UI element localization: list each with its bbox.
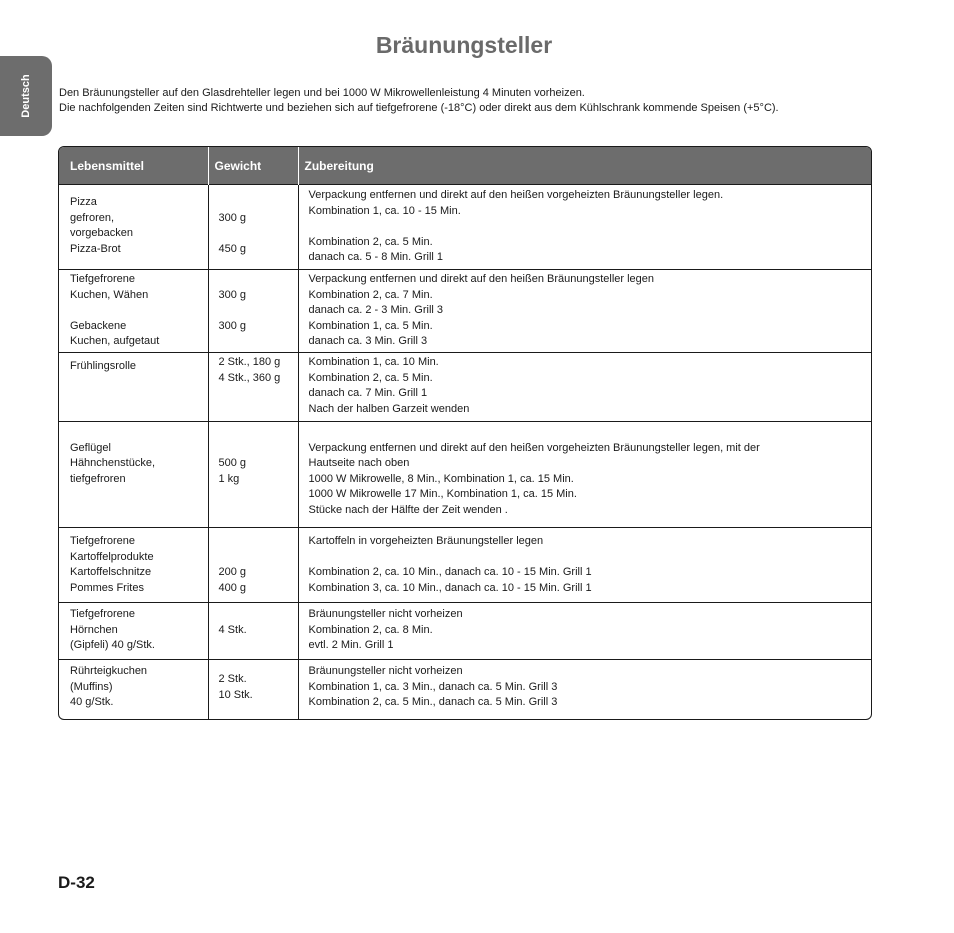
cell-food xyxy=(59,185,208,270)
prep-line: Kombination 1, ca. 10 - 15 Min. xyxy=(308,204,461,217)
cell-weight xyxy=(208,353,298,422)
prep-line: Verpackung entfernen und direkt auf den heißen vorgeheizten Bräunungsteller legen. xyxy=(308,189,724,201)
cell-prep xyxy=(298,660,871,719)
weight-line: 200 g xyxy=(218,566,247,578)
cell-weight xyxy=(208,603,298,660)
food-line: Geflügel xyxy=(70,441,111,454)
prep-line: Kombination 2, ca. 7 Min. xyxy=(308,288,433,301)
food-line xyxy=(70,425,208,441)
food-line: Tiefgefrorene xyxy=(70,608,136,620)
prep-line xyxy=(309,550,872,566)
table-row xyxy=(59,422,871,528)
table-row xyxy=(59,353,871,422)
weight-line: 2 Stk., 180 g xyxy=(218,356,281,368)
weight-line: 10 Stk. xyxy=(218,688,253,701)
prep-line: Kombination 2, ca. 5 Min. xyxy=(308,371,433,384)
table-header-row xyxy=(59,147,871,185)
prep-line: Verpackung entfernen und direkt auf den heißen vorgeheizten Bräunungsteller legen, mit der xyxy=(308,441,760,454)
cell-weight xyxy=(208,660,298,719)
weight-line: 300 g xyxy=(218,288,247,301)
food-line: Gebackene xyxy=(70,319,127,332)
prep-line: Kombination 2, ca. 5 Min., danach ca. 5 Min. Grill 3 xyxy=(308,696,558,708)
table-row xyxy=(59,603,871,660)
prep-line: Nach der halben Garzeit wenden xyxy=(308,402,470,415)
food-line: Kartoffelprodukte xyxy=(70,550,154,563)
food-line: Hähnchenstücke, xyxy=(70,457,155,469)
header-lebensmittel: Lebensmittel xyxy=(59,147,208,185)
food-line: 40 g/Stk. xyxy=(70,696,114,708)
weight-line: 4 Stk., 360 g xyxy=(218,371,281,384)
food-line: gefroren, xyxy=(70,211,115,224)
cell-prep xyxy=(298,353,871,422)
prep-line: danach ca. 2 - 3 Min. Grill 3 xyxy=(308,304,444,316)
intro-line-preheat: Den Bräunungsteller auf den Glasdrehteller legen und bei 1000 W Mikrowellenleistung 4 Minuten vorheizen. xyxy=(59,87,585,99)
cell-food xyxy=(59,528,208,603)
prep-line xyxy=(309,219,872,235)
food-line: Hörnchen xyxy=(70,623,118,636)
header-zubereitung: Zubereitung xyxy=(298,147,871,185)
cell-weight xyxy=(208,270,298,353)
header-gewicht: Gewicht xyxy=(208,147,298,185)
table-row xyxy=(59,660,871,719)
prep-line: Stücke nach der Hälfte der Zeit wenden . xyxy=(308,503,508,516)
food-line: Tiefgefrorene xyxy=(70,273,136,285)
weight-line: 300 g xyxy=(218,211,247,224)
intro-text xyxy=(59,86,919,116)
prep-line: Bräunungsteller nicht vorheizen xyxy=(308,665,463,677)
page-number: D-32 xyxy=(58,873,95,892)
weight-line: 300 g xyxy=(218,319,247,332)
prep-line: Kombination 3, ca. 10 Min., danach ca. 10 - 15 Min. Grill 1 xyxy=(308,581,592,594)
food-line xyxy=(70,303,208,319)
language-tab-label: Deutsch xyxy=(20,74,32,118)
prep-line: danach ca. 5 - 8 Min. Grill 1 xyxy=(308,251,444,263)
weight-line xyxy=(219,226,298,242)
prep-line: danach ca. 3 Min. Grill 3 xyxy=(308,335,428,347)
food-line: Tiefgefrorene xyxy=(70,535,136,547)
food-line: (Gipfeli) 40 g/Stk. xyxy=(70,639,155,651)
food-line: vorgebacken xyxy=(70,227,133,239)
food-line: Pizza-Brot xyxy=(70,242,121,255)
cell-food xyxy=(59,422,208,528)
food-line: (Muffins) xyxy=(70,680,113,693)
weight-line: 2 Stk. xyxy=(218,673,247,685)
food-line: Kuchen, Wähen xyxy=(70,288,149,301)
weight-line xyxy=(219,441,298,457)
food-line: Kuchen, aufgetaut xyxy=(70,335,160,347)
language-tab xyxy=(0,56,52,136)
cell-weight xyxy=(208,185,298,270)
prep-line xyxy=(309,425,872,441)
prep-line: Kombination 1, ca. 10 Min. xyxy=(308,356,439,368)
prep-line: Bräunungsteller nicht vorheizen xyxy=(308,608,463,620)
page-title: Bräunungsteller xyxy=(375,32,553,58)
food-line: Pommes Frites xyxy=(70,581,144,594)
cell-weight xyxy=(208,422,298,528)
weight-line: 1 kg xyxy=(218,472,240,485)
weight-line: 400 g xyxy=(218,581,247,594)
food-line: Pizza xyxy=(70,196,97,208)
prep-line: evtl. 2 Min. Grill 1 xyxy=(308,639,394,651)
weight-line xyxy=(219,534,298,550)
weight-line: 450 g xyxy=(218,242,247,255)
weight-line: 500 g xyxy=(218,457,247,469)
cell-prep xyxy=(298,270,871,353)
food-line: Rührteigkuchen xyxy=(70,665,148,677)
weight-line: 4 Stk. xyxy=(218,623,247,636)
weight-line xyxy=(219,607,298,623)
cell-food xyxy=(59,660,208,719)
weight-line xyxy=(219,425,298,441)
prep-line: Verpackung entfernen und direkt auf den heißen Bräunungsteller legen xyxy=(308,273,655,285)
prep-line: Kombination 2, ca. 5 Min. xyxy=(308,235,433,248)
prep-line: Hautseite nach oben xyxy=(308,457,410,469)
food-line: Kartoffelschnitze xyxy=(70,566,152,578)
prep-line: Kombination 2, ca. 8 Min. xyxy=(308,623,433,636)
prep-line: danach ca. 7 Min. Grill 1 xyxy=(308,387,428,399)
food-line: tiefgefroren xyxy=(70,472,126,485)
weight-line xyxy=(219,303,298,319)
prep-line: 1000 W Mikrowelle 17 Min., Kombination 1, ca. 15 Min. xyxy=(308,488,577,500)
cell-prep xyxy=(298,528,871,603)
cell-prep xyxy=(298,185,871,270)
cell-prep xyxy=(298,603,871,660)
cooking-table xyxy=(58,146,872,720)
weight-line xyxy=(219,550,298,566)
intro-line-reference: Die nachfolgenden Zeiten sind Richtwerte und beziehen sich auf tiefgefrorene (-18°C) oder direkt aus dem Kühlschrank kommende Speisen (+5°C). xyxy=(59,102,779,114)
table-row xyxy=(59,528,871,603)
cell-food xyxy=(59,603,208,660)
cell-food xyxy=(59,270,208,353)
table-row xyxy=(59,185,871,270)
cell-food xyxy=(59,353,208,422)
cell-weight xyxy=(208,528,298,603)
cell-prep xyxy=(298,422,871,528)
prep-line: Kartoffeln in vorgeheizten Bräunungsteller legen xyxy=(308,535,544,547)
weight-line xyxy=(219,195,298,211)
weight-line xyxy=(219,272,298,288)
prep-line: Kombination 1, ca. 3 Min., danach ca. 5 Min. Grill 3 xyxy=(308,680,558,693)
prep-line: Kombination 2, ca. 10 Min., danach ca. 10 - 15 Min. Grill 1 xyxy=(308,566,592,578)
prep-line: 1000 W Mikrowelle, 8 Min., Kombination 1, ca. 15 Min. xyxy=(308,472,574,485)
prep-line: Kombination 1, ca. 5 Min. xyxy=(308,319,433,332)
food-line: Frühlingsrolle xyxy=(70,360,137,372)
table-row xyxy=(59,270,871,353)
